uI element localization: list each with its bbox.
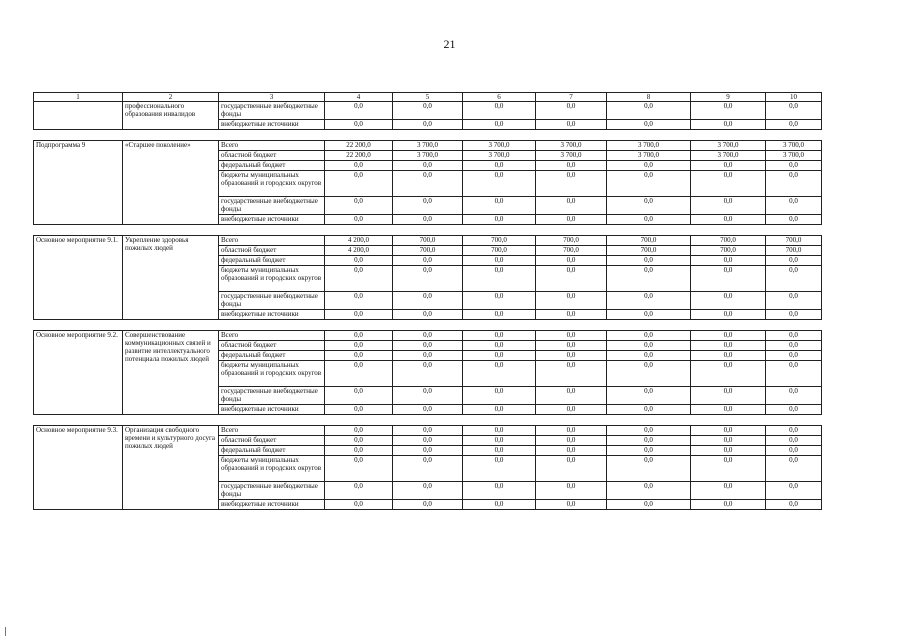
funding-source-cell: государственные внебюджетные фонды [219, 292, 325, 310]
amount-cell: 700,0 [607, 236, 691, 246]
program-code-cell: Подпрограмма 9 [34, 141, 123, 225]
amount-cell: 0,0 [393, 256, 463, 266]
amount-cell: 3 700,0 [766, 141, 822, 151]
amount-cell: 0,0 [536, 446, 607, 456]
funding-source-cell: государственные внебюджетные фонды [219, 197, 325, 215]
funding-source-cell: федеральный бюджет [219, 351, 325, 361]
amount-cell: 0,0 [607, 120, 691, 130]
amount-cell: 0,0 [536, 351, 607, 361]
amount-cell: 700,0 [691, 246, 766, 256]
amount-cell: 0,0 [536, 361, 607, 387]
amount-cell: 0,0 [393, 102, 463, 120]
amount-cell: 0,0 [691, 197, 766, 215]
amount-cell: 0,0 [536, 102, 607, 120]
column-number-cell: 4 [325, 93, 393, 102]
funding-source-cell: федеральный бюджет [219, 256, 325, 266]
amount-cell: 0,0 [463, 197, 536, 215]
funding-source-cell: Всего [219, 331, 325, 341]
amount-cell: 3 700,0 [393, 151, 463, 161]
amount-cell: 0,0 [325, 171, 393, 197]
section-spacer-cell [34, 415, 822, 426]
amount-cell: 0,0 [463, 482, 536, 500]
amount-cell: 0,0 [393, 310, 463, 320]
column-number-cell: 5 [393, 93, 463, 102]
amount-cell: 0,0 [463, 436, 536, 446]
section-spacer-cell [34, 130, 822, 141]
section-spacer-row [34, 415, 822, 426]
amount-cell: 3 700,0 [463, 151, 536, 161]
amount-cell: 0,0 [463, 456, 536, 482]
section-spacer-row [34, 130, 822, 141]
amount-cell: 0,0 [393, 197, 463, 215]
amount-cell: 0,0 [325, 331, 393, 341]
amount-cell: 0,0 [766, 331, 822, 341]
amount-cell: 4 200,0 [325, 236, 393, 246]
amount-cell: 0,0 [325, 405, 393, 415]
amount-cell: 0,0 [766, 102, 822, 120]
amount-cell: 0,0 [325, 292, 393, 310]
amount-cell: 0,0 [536, 120, 607, 130]
amount-cell: 0,0 [691, 446, 766, 456]
amount-cell: 0,0 [766, 426, 822, 436]
amount-cell: 700,0 [536, 246, 607, 256]
funding-source-cell: бюджеты муниципальных образований и городских округов [219, 456, 325, 482]
amount-cell: 0,0 [766, 436, 822, 446]
amount-cell: 0,0 [325, 341, 393, 351]
program-name-cell: «Старшее поколение» [123, 141, 219, 225]
amount-cell: 0,0 [325, 482, 393, 500]
amount-cell: 0,0 [463, 500, 536, 510]
amount-cell: 0,0 [691, 456, 766, 482]
funding-source-cell: областной бюджет [219, 246, 325, 256]
funding-source-cell: внебюджетные источники [219, 120, 325, 130]
amount-cell: 0,0 [393, 171, 463, 197]
funding-source-cell: Всего [219, 236, 325, 246]
amount-cell: 700,0 [463, 246, 536, 256]
column-number-cell: 9 [691, 93, 766, 102]
amount-cell: 700,0 [766, 246, 822, 256]
amount-cell: 0,0 [463, 161, 536, 171]
section-spacer-row [34, 225, 822, 236]
amount-cell: 0,0 [536, 292, 607, 310]
page-number: 21 [443, 37, 456, 51]
amount-cell: 0,0 [691, 436, 766, 446]
amount-cell: 0,0 [463, 292, 536, 310]
table-row [34, 102, 822, 120]
program-name-cell: Укрепление здоровья пожилых людей [123, 236, 219, 320]
amount-cell: 0,0 [536, 482, 607, 500]
amount-cell: 0,0 [463, 446, 536, 456]
amount-cell: 0,0 [691, 171, 766, 197]
amount-cell: 0,0 [691, 292, 766, 310]
amount-cell: 0,0 [536, 171, 607, 197]
amount-cell: 0,0 [463, 405, 536, 415]
amount-cell: 0,0 [393, 161, 463, 171]
amount-cell: 0,0 [393, 500, 463, 510]
amount-cell: 0,0 [691, 310, 766, 320]
funding-source-cell: внебюджетные источники [219, 500, 325, 510]
amount-cell: 0,0 [691, 341, 766, 351]
amount-cell: 0,0 [325, 436, 393, 446]
amount-cell: 700,0 [691, 236, 766, 246]
amount-cell: 0,0 [393, 341, 463, 351]
amount-cell: 0,0 [607, 482, 691, 500]
amount-cell: 0,0 [325, 102, 393, 120]
amount-cell: 700,0 [536, 236, 607, 246]
amount-cell: 0,0 [691, 482, 766, 500]
amount-cell: 0,0 [691, 102, 766, 120]
amount-cell: 3 700,0 [463, 141, 536, 151]
amount-cell: 0,0 [393, 215, 463, 225]
amount-cell: 0,0 [463, 266, 536, 292]
amount-cell: 0,0 [463, 361, 536, 387]
amount-cell: 0,0 [607, 456, 691, 482]
program-name-cell: профессионального образования инвалидов [123, 102, 219, 130]
amount-cell: 0,0 [766, 256, 822, 266]
funding-source-cell: Всего [219, 426, 325, 436]
amount-cell: 0,0 [536, 266, 607, 292]
amount-cell: 0,0 [536, 197, 607, 215]
amount-cell: 0,0 [536, 405, 607, 415]
amount-cell: 0,0 [691, 351, 766, 361]
amount-cell: 0,0 [463, 426, 536, 436]
amount-cell: 0,0 [691, 266, 766, 292]
amount-cell: 0,0 [463, 351, 536, 361]
amount-cell: 0,0 [766, 215, 822, 225]
funding-source-cell: областной бюджет [219, 436, 325, 446]
amount-cell: 0,0 [607, 341, 691, 351]
amount-cell: 700,0 [393, 236, 463, 246]
program-code-cell: Основное мероприятие 9.2. [34, 331, 123, 415]
amount-cell: 22 200,0 [325, 141, 393, 151]
amount-cell: 0,0 [393, 331, 463, 341]
amount-cell: 3 700,0 [536, 151, 607, 161]
amount-cell: 0,0 [536, 310, 607, 320]
column-number-cell: 10 [766, 93, 822, 102]
funding-source-cell: внебюджетные источники [219, 310, 325, 320]
amount-cell: 0,0 [607, 215, 691, 225]
amount-cell: 0,0 [766, 456, 822, 482]
budget-table-sheet [33, 92, 821, 510]
amount-cell: 0,0 [607, 500, 691, 510]
table-row [34, 236, 822, 246]
amount-cell: 0,0 [325, 387, 393, 405]
amount-cell: 0,0 [325, 500, 393, 510]
amount-cell: 0,0 [766, 341, 822, 351]
amount-cell: 0,0 [325, 361, 393, 387]
amount-cell: 3 700,0 [393, 141, 463, 151]
column-number-row [34, 93, 822, 102]
amount-cell: 0,0 [393, 361, 463, 387]
amount-cell: 0,0 [393, 482, 463, 500]
column-number-cell: 1 [34, 93, 123, 102]
amount-cell: 0,0 [463, 256, 536, 266]
amount-cell: 0,0 [536, 161, 607, 171]
amount-cell: 0,0 [607, 161, 691, 171]
funding-source-cell: бюджеты муниципальных образований и городских округов [219, 361, 325, 387]
amount-cell: 0,0 [766, 405, 822, 415]
budget-table [33, 92, 822, 510]
amount-cell: 0,0 [691, 500, 766, 510]
column-number-cell: 3 [219, 93, 325, 102]
amount-cell: 0,0 [536, 256, 607, 266]
amount-cell: 0,0 [766, 171, 822, 197]
amount-cell: 0,0 [766, 446, 822, 456]
amount-cell: 22 200,0 [325, 151, 393, 161]
amount-cell: 0,0 [766, 120, 822, 130]
amount-cell: 0,0 [463, 310, 536, 320]
amount-cell: 3 700,0 [766, 151, 822, 161]
section-spacer-cell [34, 320, 822, 331]
amount-cell: 0,0 [607, 266, 691, 292]
amount-cell: 3 700,0 [607, 141, 691, 151]
amount-cell: 0,0 [536, 341, 607, 351]
amount-cell: 0,0 [691, 361, 766, 387]
funding-source-cell: Всего [219, 141, 325, 151]
funding-source-cell: внебюджетные источники [219, 405, 325, 415]
amount-cell: 0,0 [607, 361, 691, 387]
funding-source-cell: областной бюджет [219, 341, 325, 351]
amount-cell: 0,0 [766, 500, 822, 510]
amount-cell: 0,0 [607, 331, 691, 341]
amount-cell: 0,0 [536, 436, 607, 446]
funding-source-cell: государственные внебюджетные фонды [219, 387, 325, 405]
program-name-cell: Организация свободного времени и культурного досуга пожилых людей [123, 426, 219, 510]
column-number-cell: 8 [607, 93, 691, 102]
amount-cell: 3 700,0 [691, 151, 766, 161]
amount-cell: 0,0 [325, 197, 393, 215]
amount-cell: 0,0 [536, 215, 607, 225]
amount-cell: 0,0 [536, 500, 607, 510]
amount-cell: 0,0 [325, 256, 393, 266]
funding-source-cell: федеральный бюджет [219, 446, 325, 456]
amount-cell: 0,0 [325, 456, 393, 482]
program-code-cell [34, 102, 123, 130]
amount-cell: 0,0 [393, 292, 463, 310]
amount-cell: 0,0 [607, 426, 691, 436]
amount-cell: 0,0 [393, 446, 463, 456]
amount-cell: 3 700,0 [607, 151, 691, 161]
amount-cell: 0,0 [393, 426, 463, 436]
amount-cell: 0,0 [607, 387, 691, 405]
amount-cell: 0,0 [393, 387, 463, 405]
amount-cell: 0,0 [691, 405, 766, 415]
amount-cell: 0,0 [766, 161, 822, 171]
amount-cell: 0,0 [393, 405, 463, 415]
amount-cell: 0,0 [393, 266, 463, 292]
amount-cell: 0,0 [325, 310, 393, 320]
amount-cell: 0,0 [393, 436, 463, 446]
amount-cell: 0,0 [607, 436, 691, 446]
amount-cell: 0,0 [325, 266, 393, 292]
funding-source-cell: внебюджетные источники [219, 215, 325, 225]
scan-mark [5, 627, 6, 636]
amount-cell: 0,0 [607, 197, 691, 215]
amount-cell: 0,0 [607, 292, 691, 310]
amount-cell: 0,0 [766, 482, 822, 500]
amount-cell: 0,0 [766, 292, 822, 310]
amount-cell: 0,0 [536, 331, 607, 341]
amount-cell: 0,0 [536, 387, 607, 405]
program-code-cell: Основное мероприятие 9.3. [34, 426, 123, 510]
amount-cell: 0,0 [393, 351, 463, 361]
amount-cell: 0,0 [766, 197, 822, 215]
amount-cell: 0,0 [463, 171, 536, 197]
amount-cell: 0,0 [766, 361, 822, 387]
amount-cell: 0,0 [325, 120, 393, 130]
funding-source-cell: федеральный бюджет [219, 161, 325, 171]
table-row [34, 331, 822, 341]
amount-cell: 0,0 [607, 405, 691, 415]
amount-cell: 700,0 [393, 246, 463, 256]
amount-cell: 0,0 [766, 387, 822, 405]
amount-cell: 700,0 [766, 236, 822, 246]
section-spacer-row [34, 320, 822, 331]
amount-cell: 700,0 [607, 246, 691, 256]
amount-cell: 0,0 [393, 120, 463, 130]
column-number-cell: 7 [536, 93, 607, 102]
amount-cell: 0,0 [607, 171, 691, 197]
table-row [34, 141, 822, 151]
amount-cell: 4 200,0 [325, 246, 393, 256]
funding-source-cell: государственные внебюджетные фонды [219, 102, 325, 120]
amount-cell: 0,0 [691, 120, 766, 130]
amount-cell: 0,0 [463, 341, 536, 351]
amount-cell: 0,0 [325, 426, 393, 436]
amount-cell: 0,0 [691, 387, 766, 405]
amount-cell: 0,0 [691, 426, 766, 436]
amount-cell: 0,0 [536, 426, 607, 436]
amount-cell: 3 700,0 [691, 141, 766, 151]
funding-source-cell: областной бюджет [219, 151, 325, 161]
amount-cell: 0,0 [607, 102, 691, 120]
program-name-cell: Совершенствование коммуникационных связей и развитие интеллектуального потенциала пожилых людей [123, 331, 219, 415]
amount-cell: 0,0 [607, 351, 691, 361]
amount-cell: 3 700,0 [536, 141, 607, 151]
amount-cell: 0,0 [766, 310, 822, 320]
program-code-cell: Основное мероприятие 9.1. [34, 236, 123, 320]
amount-cell: 0,0 [691, 161, 766, 171]
amount-cell: 0,0 [463, 215, 536, 225]
amount-cell: 0,0 [463, 120, 536, 130]
column-number-cell: 6 [463, 93, 536, 102]
amount-cell: 0,0 [536, 456, 607, 482]
amount-cell: 0,0 [691, 256, 766, 266]
funding-source-cell: государственные внебюджетные фонды [219, 482, 325, 500]
amount-cell: 0,0 [463, 331, 536, 341]
amount-cell: 0,0 [691, 331, 766, 341]
funding-source-cell: бюджеты муниципальных образований и городских округов [219, 171, 325, 197]
amount-cell: 0,0 [607, 310, 691, 320]
amount-cell: 0,0 [463, 102, 536, 120]
amount-cell: 0,0 [393, 456, 463, 482]
amount-cell: 0,0 [766, 266, 822, 292]
funding-source-cell: бюджеты муниципальных образований и городских округов [219, 266, 325, 292]
amount-cell: 0,0 [766, 351, 822, 361]
amount-cell: 0,0 [463, 387, 536, 405]
amount-cell: 700,0 [463, 236, 536, 246]
budget-table-body [34, 93, 822, 510]
amount-cell: 0,0 [607, 446, 691, 456]
section-spacer-cell [34, 225, 822, 236]
amount-cell: 0,0 [325, 351, 393, 361]
amount-cell: 0,0 [325, 161, 393, 171]
amount-cell: 0,0 [325, 446, 393, 456]
column-number-cell: 2 [123, 93, 219, 102]
amount-cell: 0,0 [607, 256, 691, 266]
amount-cell: 0,0 [691, 215, 766, 225]
table-row [34, 426, 822, 436]
amount-cell: 0,0 [325, 215, 393, 225]
